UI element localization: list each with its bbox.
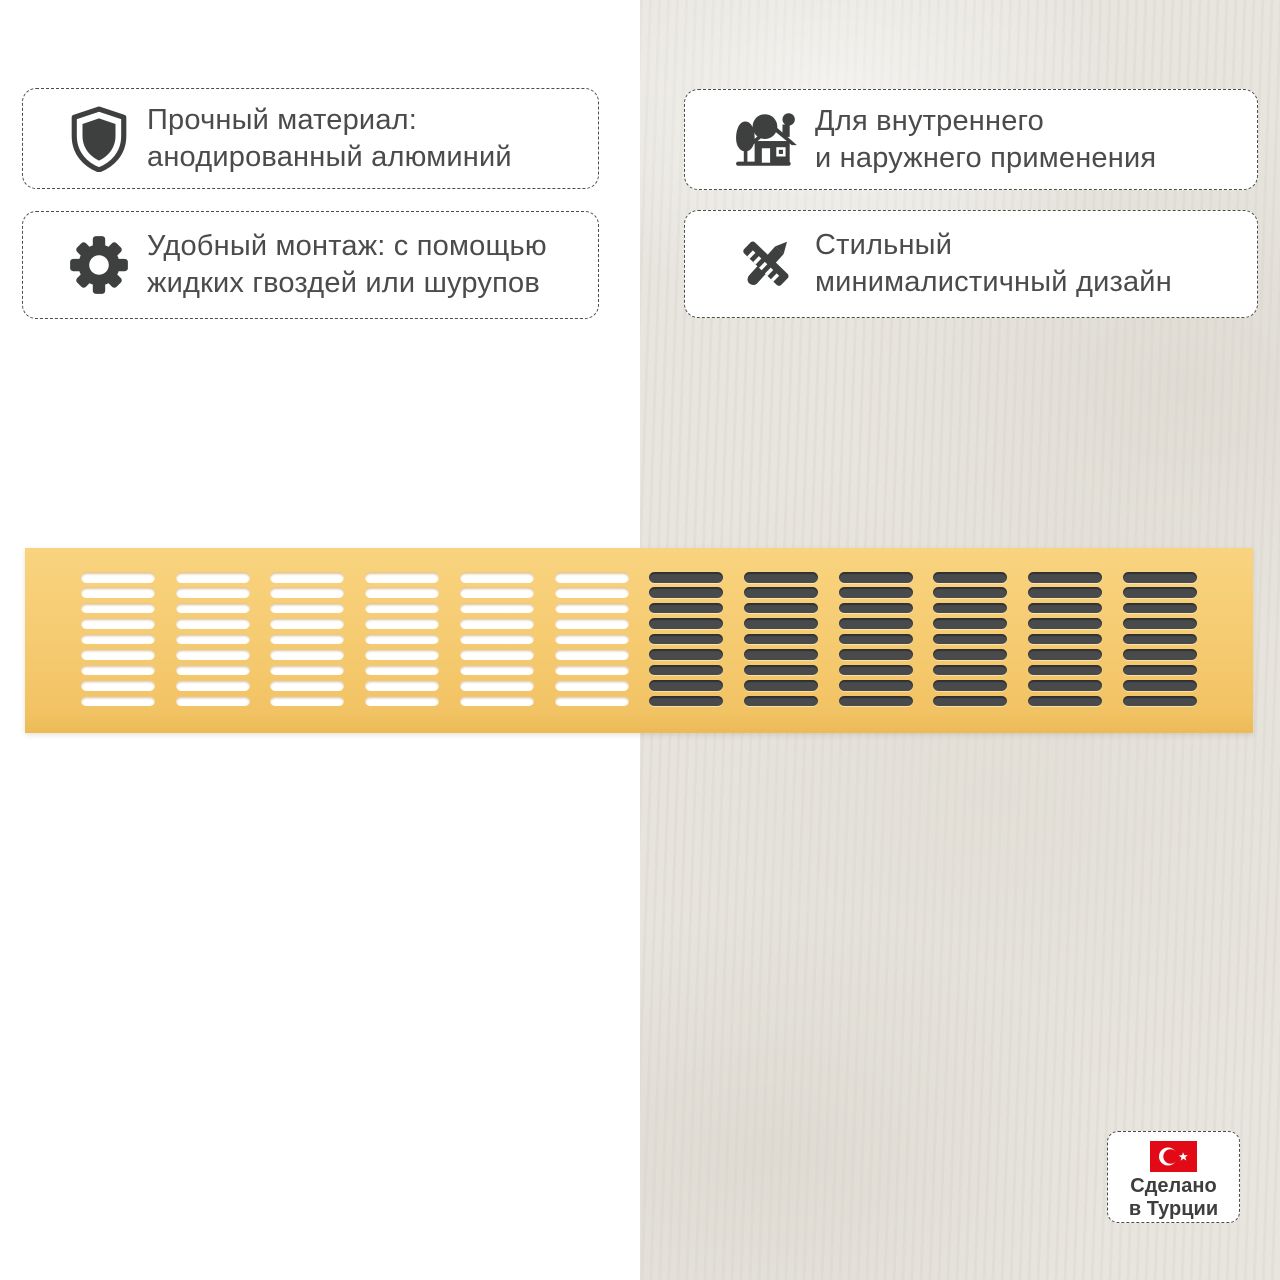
vent-slot (365, 618, 439, 629)
vent-slot (1028, 572, 1102, 583)
vent-slot (1123, 603, 1197, 614)
feature-line: и наружнего применения (815, 141, 1157, 174)
vent-slot (933, 680, 1007, 691)
vent-slot (1123, 696, 1197, 707)
slot-column (176, 572, 250, 706)
vent-slot (460, 696, 534, 707)
vent-slot (839, 618, 913, 629)
house-outdoor-icon (733, 106, 801, 174)
vent-slot (460, 665, 534, 676)
vent-slot (460, 649, 534, 660)
shield-icon (65, 105, 133, 173)
vent-slot (744, 603, 818, 614)
vent-slot (1028, 680, 1102, 691)
feature-text-usage (815, 103, 1156, 177)
vent-slot (933, 618, 1007, 629)
vent-slot (365, 649, 439, 660)
vent-slot (744, 634, 818, 645)
vent-slot (555, 587, 629, 598)
vent-slot (176, 603, 250, 614)
slot-column (1123, 572, 1197, 706)
feature-text-design (815, 227, 1172, 301)
vent-slot (744, 680, 818, 691)
feature-line: жидких гвоздей или шурупов (147, 267, 540, 299)
vent-slot (1028, 649, 1102, 660)
vent-slot (270, 587, 344, 598)
vent-slot (933, 603, 1007, 614)
vent-slot (460, 603, 534, 614)
made-in-line: Сделано (1130, 1175, 1217, 1197)
vent-slot (270, 649, 344, 660)
vent-slot (649, 603, 723, 614)
vent-slot (1028, 696, 1102, 707)
feature-text-material (147, 102, 512, 176)
slot-column (555, 572, 629, 706)
vent-slot (649, 680, 723, 691)
feature-line: анодированный алюминий (147, 140, 512, 173)
vent-slot (1028, 603, 1102, 614)
vent-slot (839, 572, 913, 583)
vent-slot (460, 680, 534, 691)
vent-slot (649, 618, 723, 629)
vent-slot (555, 680, 629, 691)
turkey-flag-icon (1150, 1141, 1197, 1172)
vent-slot (839, 665, 913, 676)
pencil-ruler-icon (733, 230, 801, 298)
vent-slot (81, 680, 155, 691)
vent-slot (555, 649, 629, 660)
vent-slot (1123, 634, 1197, 645)
vent-slot (1028, 634, 1102, 645)
vent-slot (649, 649, 723, 660)
feature-box-material (22, 88, 599, 189)
vent-slot (176, 696, 250, 707)
vent-slot (176, 572, 250, 583)
vent-slot (270, 680, 344, 691)
vent-slot (270, 634, 344, 645)
slot-column (744, 572, 818, 706)
vent-slot (555, 618, 629, 629)
vent-slot (839, 634, 913, 645)
vent-slot (81, 618, 155, 629)
vent-slot (81, 696, 155, 707)
vent-slot (1028, 587, 1102, 598)
vent-slot (933, 696, 1007, 707)
gear-icon (65, 231, 133, 299)
vent-slot (270, 696, 344, 707)
made-in-text (1129, 1175, 1218, 1221)
vent-slot (365, 665, 439, 676)
vent-slot (744, 618, 818, 629)
vent-slot (270, 665, 344, 676)
vent-slot (1028, 665, 1102, 676)
vent-slot (176, 665, 250, 676)
vent-slot (81, 634, 155, 645)
vent-slot (933, 665, 1007, 676)
slot-column (81, 572, 155, 706)
vent-slot (176, 649, 250, 660)
slot-column (270, 572, 344, 706)
slot-column (839, 572, 913, 706)
made-in-badge (1107, 1131, 1240, 1223)
vent-slot (933, 649, 1007, 660)
feature-line: минималистичный дизайн (815, 266, 1172, 298)
vent-slot (460, 618, 534, 629)
feature-line: Удобный монтаж: с помощью (147, 230, 547, 262)
vent-slot (555, 665, 629, 676)
feature-box-design (684, 210, 1258, 318)
feature-box-mounting (22, 211, 599, 319)
vent-slot (365, 572, 439, 583)
vent-slot (649, 587, 723, 598)
vent-slot (81, 665, 155, 676)
vent-slot (365, 603, 439, 614)
vent-slot (555, 603, 629, 614)
feature-text-mounting (147, 228, 547, 302)
vent-slot (555, 572, 629, 583)
vent-slot (176, 680, 250, 691)
vent-slot (270, 618, 344, 629)
vent-slot (555, 696, 629, 707)
vent-slot (1123, 649, 1197, 660)
vent-slot (649, 572, 723, 583)
vent-slot (839, 696, 913, 707)
vent-slot (555, 634, 629, 645)
vent-slot (270, 572, 344, 583)
vent-slot (839, 649, 913, 660)
vent-slot (1123, 680, 1197, 691)
vent-slot (460, 587, 534, 598)
slot-column (1028, 572, 1102, 706)
slot-column (365, 572, 439, 706)
vent-slot (933, 634, 1007, 645)
slot-column (933, 572, 1007, 706)
vent-slot (176, 587, 250, 598)
vent-slot (933, 572, 1007, 583)
vent-slot (365, 680, 439, 691)
vent-slot (744, 649, 818, 660)
vent-slot (81, 649, 155, 660)
vent-slot (744, 587, 818, 598)
feature-line: Стильный (815, 229, 953, 261)
vent-slot (365, 587, 439, 598)
vent-slot (176, 618, 250, 629)
vent-slot (81, 572, 155, 583)
vent-slot (365, 696, 439, 707)
ventilation-grille (25, 548, 1253, 733)
vent-slot (744, 665, 818, 676)
vent-slot (649, 696, 723, 707)
vent-slot (365, 634, 439, 645)
vent-slot (933, 587, 1007, 598)
vent-slot (839, 587, 913, 598)
vent-slot (1123, 587, 1197, 598)
vent-slot (176, 634, 250, 645)
vent-slot (81, 603, 155, 614)
vent-slot (744, 572, 818, 583)
made-in-line: в Турции (1128, 1198, 1219, 1220)
feature-line: Для внутреннего (815, 104, 1045, 137)
vent-slot (649, 665, 723, 676)
vent-slot (460, 634, 534, 645)
vent-slot (649, 634, 723, 645)
vent-slot (1123, 618, 1197, 629)
vent-slot (81, 587, 155, 598)
slot-column (649, 572, 723, 706)
feature-box-usage (684, 89, 1258, 190)
vent-slot (1028, 618, 1102, 629)
vent-slot (839, 680, 913, 691)
vent-slot (839, 603, 913, 614)
slot-column (460, 572, 534, 706)
feature-line: Прочный материал: (147, 103, 418, 136)
vent-slot (744, 696, 818, 707)
vent-slot (1123, 572, 1197, 583)
vent-slot (460, 572, 534, 583)
vent-slot (270, 603, 344, 614)
vent-slot (1123, 665, 1197, 676)
